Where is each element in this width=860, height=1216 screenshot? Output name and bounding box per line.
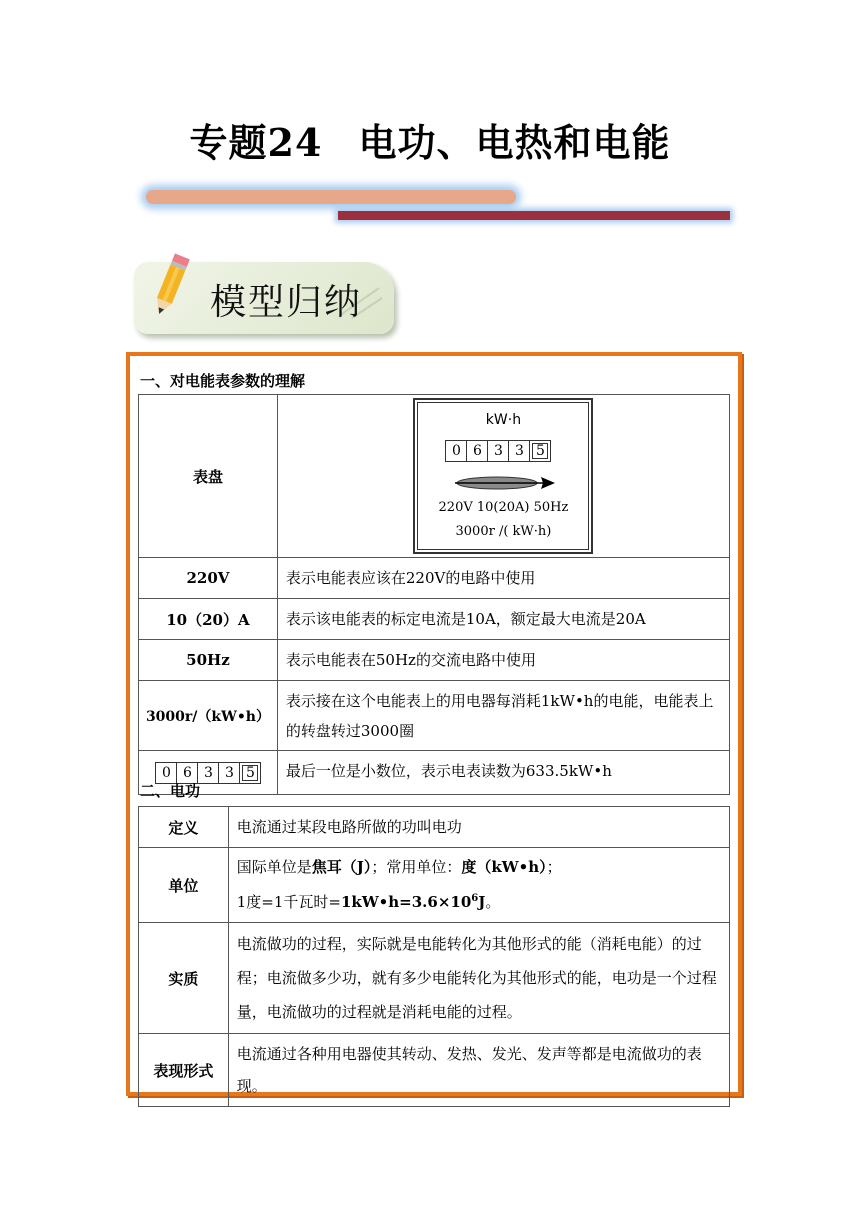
title-topic-name: 电功、电热和电能 (358, 120, 671, 165)
param-value: 表示电能表应该在220V的电路中使用 (277, 558, 729, 599)
unit-text: 。 (485, 893, 501, 911)
decorative-bar-bottom (338, 211, 730, 220)
meter-unit: kW·h (485, 412, 522, 428)
meter-digit: 0 (445, 440, 467, 462)
reading-explanation: 最后一位是小数位，表示电表读数为633.5kW•h (277, 751, 729, 795)
title-topic-number: 专题24 (189, 120, 323, 165)
table-row (139, 558, 730, 599)
meter-ratings: 220V 10(20A) 50Hz (438, 500, 569, 515)
dial-cell (277, 395, 729, 558)
definition-value: 电流通过某段电路所做的功叫电功 (228, 807, 729, 848)
unit-key: 单位 (139, 848, 229, 923)
unit-common: 度（kW•h） (461, 858, 547, 876)
reading-digit: 0 (155, 762, 177, 784)
table-row (139, 848, 730, 923)
unit-si: 焦耳（J） (311, 858, 372, 876)
dial-label: 表盘 (139, 395, 278, 558)
electric-work-table (138, 806, 730, 1107)
table-row (139, 923, 730, 1034)
unit-value (228, 848, 729, 923)
meter-constant: 3000r /( kW·h) (455, 524, 552, 539)
table-row (139, 1034, 730, 1107)
meter-digits (445, 440, 550, 462)
param-value: 表示该电能表的标定电流是10A，额定最大电流是20A (277, 599, 729, 640)
badge-label: 模型归纳 (210, 282, 363, 323)
rotating-disc-arrow-icon (453, 472, 557, 494)
param-key: 220V (139, 558, 278, 599)
essence-key: 实质 (139, 923, 229, 1034)
reading-digit-decimal: 5 (239, 762, 261, 784)
pencil-icon (140, 252, 200, 322)
meter-parameter-table (138, 394, 730, 795)
unit-text: ； (546, 858, 562, 876)
table-row (139, 640, 730, 681)
table-row (139, 751, 730, 795)
meter-dial (413, 398, 593, 554)
unit-text: 1度=1千瓦时= (236, 893, 341, 911)
table-row (139, 395, 730, 558)
param-key: 50Hz (139, 640, 278, 681)
section1-heading: 一、对电能表参数的理解 (140, 372, 306, 390)
definition-key: 定义 (139, 807, 229, 848)
param-value: 表示电能表在50Hz的交流电路中使用 (277, 640, 729, 681)
unit-joule: J (478, 893, 486, 911)
essence-value: 电流做功的过程，实际就是电能转化为其他形式的能（消耗电能）的过程；电流做多少功，就有多少电能转化为其他形式的能，电功是一个过程量，电流做功的过程就是消耗电能的过程。 (228, 923, 729, 1034)
table-row (139, 807, 730, 848)
param-value: 表示接在这个电能表上的用电器每消耗1kW•h的电能，电能表上的转盘转过3000圈 (277, 681, 729, 751)
unit-exponent: 6 (471, 893, 479, 904)
table-row (139, 681, 730, 751)
unit-text: 国际单位是 (236, 858, 312, 876)
meter-digit: 3 (508, 440, 530, 462)
meter-digit-decimal: 5 (529, 440, 551, 462)
meter-digit: 3 (487, 440, 509, 462)
param-key: 3000r/（kW•h） (139, 681, 278, 751)
reading-digit: 3 (197, 762, 219, 784)
page-title (0, 112, 860, 167)
reading-digit: 6 (176, 762, 198, 784)
forms-value: 电流通过各种用电器使其转动、发热、发光、发声等都是电流做功的表现。 (228, 1034, 729, 1107)
meter-digit: 6 (466, 440, 488, 462)
table-row (139, 599, 730, 640)
section2-heading: 二、电功 (140, 782, 201, 800)
unit-conversion: 1kW•h=3.6×10 (340, 893, 472, 911)
param-key: 10（20）A (139, 599, 278, 640)
decorative-bar-top (146, 190, 516, 204)
forms-key: 表现形式 (139, 1034, 229, 1107)
reading-digit: 3 (218, 762, 240, 784)
unit-text: ；常用单位： (371, 858, 462, 876)
